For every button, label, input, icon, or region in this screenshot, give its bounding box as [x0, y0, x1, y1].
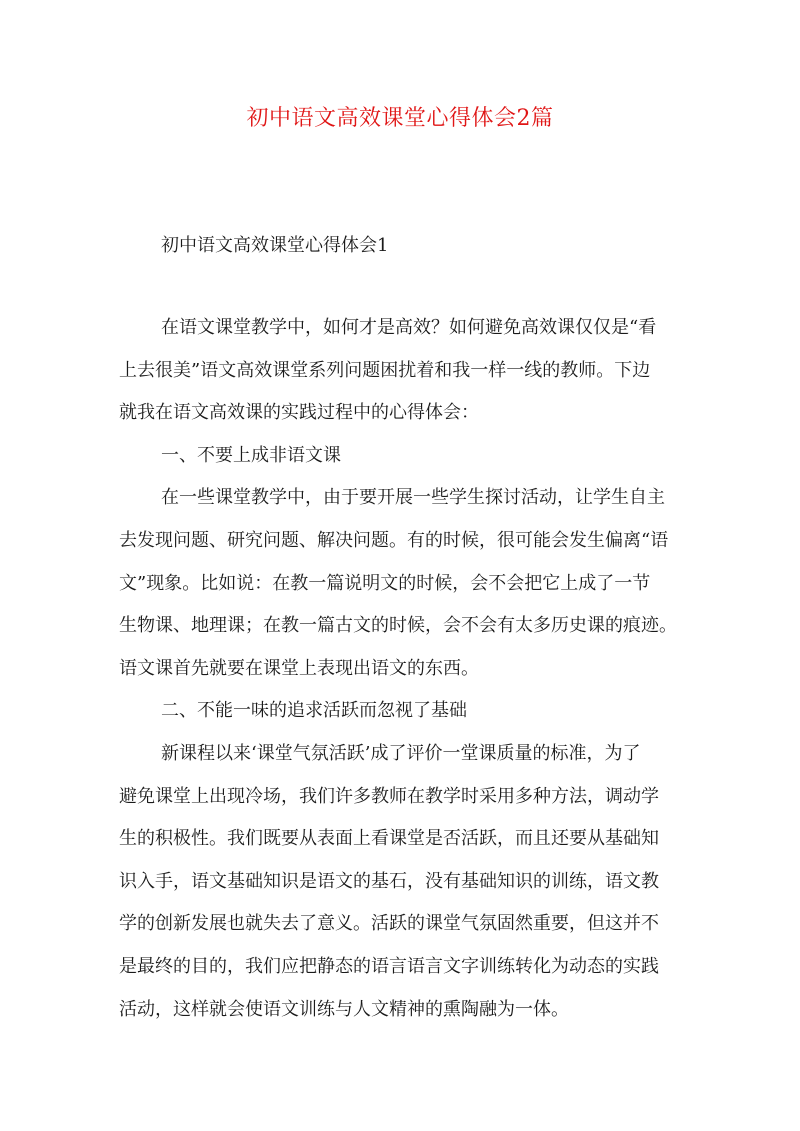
paragraph-line: 识入手，语文基础知识是语文的基石，没有基础知识的训练，语文教 [119, 870, 659, 892]
paragraph-line: 避免课堂上出现冷场，我们许多教师在教学时采用多种方法，调动学 [119, 785, 659, 807]
paragraph-line: 学的创新发展也就失去了意义。活跃的课堂气氛固然重要，但这并不 [119, 913, 659, 935]
paragraph-line: 是最终的目的，我们应把静态的语言语言文字训练转化为动态的实践 [119, 955, 659, 977]
paragraph-line: 上去很美”语文高效课堂系列问题困扰着和我一样一线的教师。下边 [119, 359, 651, 381]
body-text [119, 314, 687, 1038]
document-title: 初中语文高效课堂心得体会2篇 [246, 106, 554, 131]
paragraph-line: 去发现问题、研究问题、解决问题。有的时候，很可能会发生偏离“语 [119, 529, 669, 551]
paragraph-line: 语文课首先就要在课堂上表现出语文的东西。 [119, 657, 479, 679]
paragraph-line: 活动，这样就会使语文训练与人文精神的熏陶融为一体。 [119, 998, 569, 1020]
paragraph-line: 就我在语文高效课的实践过程中的心得体会： [119, 402, 479, 424]
section-subtitle: 初中语文高效课堂心得体会1 [161, 235, 389, 256]
paragraph-line: 生物课、地理课；在教一篇古文的时候，会不会有太多历史课的痕迹。 [119, 615, 677, 637]
paragraph-line: 在语文课堂教学中，如何才是高效？如何避免高效课仅仅是“看 [161, 317, 657, 338]
paragraph-line: 新课程以来‘课堂气氛活跃’成了评价一堂课质量的标准，为了 [161, 742, 641, 764]
section-heading: 二、不能一味的追求活跃而忽视了基础 [161, 700, 467, 722]
paragraph-line: 文”现象。比如说：在教一篇说明文的时候，会不会把它上成了一节 [119, 572, 651, 594]
paragraph-line: 生的积极性。我们既要从表面上看课堂是否活跃，而且还要从基础知 [119, 828, 659, 850]
paragraph-line: 在一些课堂教学中，由于要开展一些学生探讨活动，让学生自主 [161, 487, 665, 509]
section-heading: 一、不要上成非语文课 [161, 444, 341, 466]
